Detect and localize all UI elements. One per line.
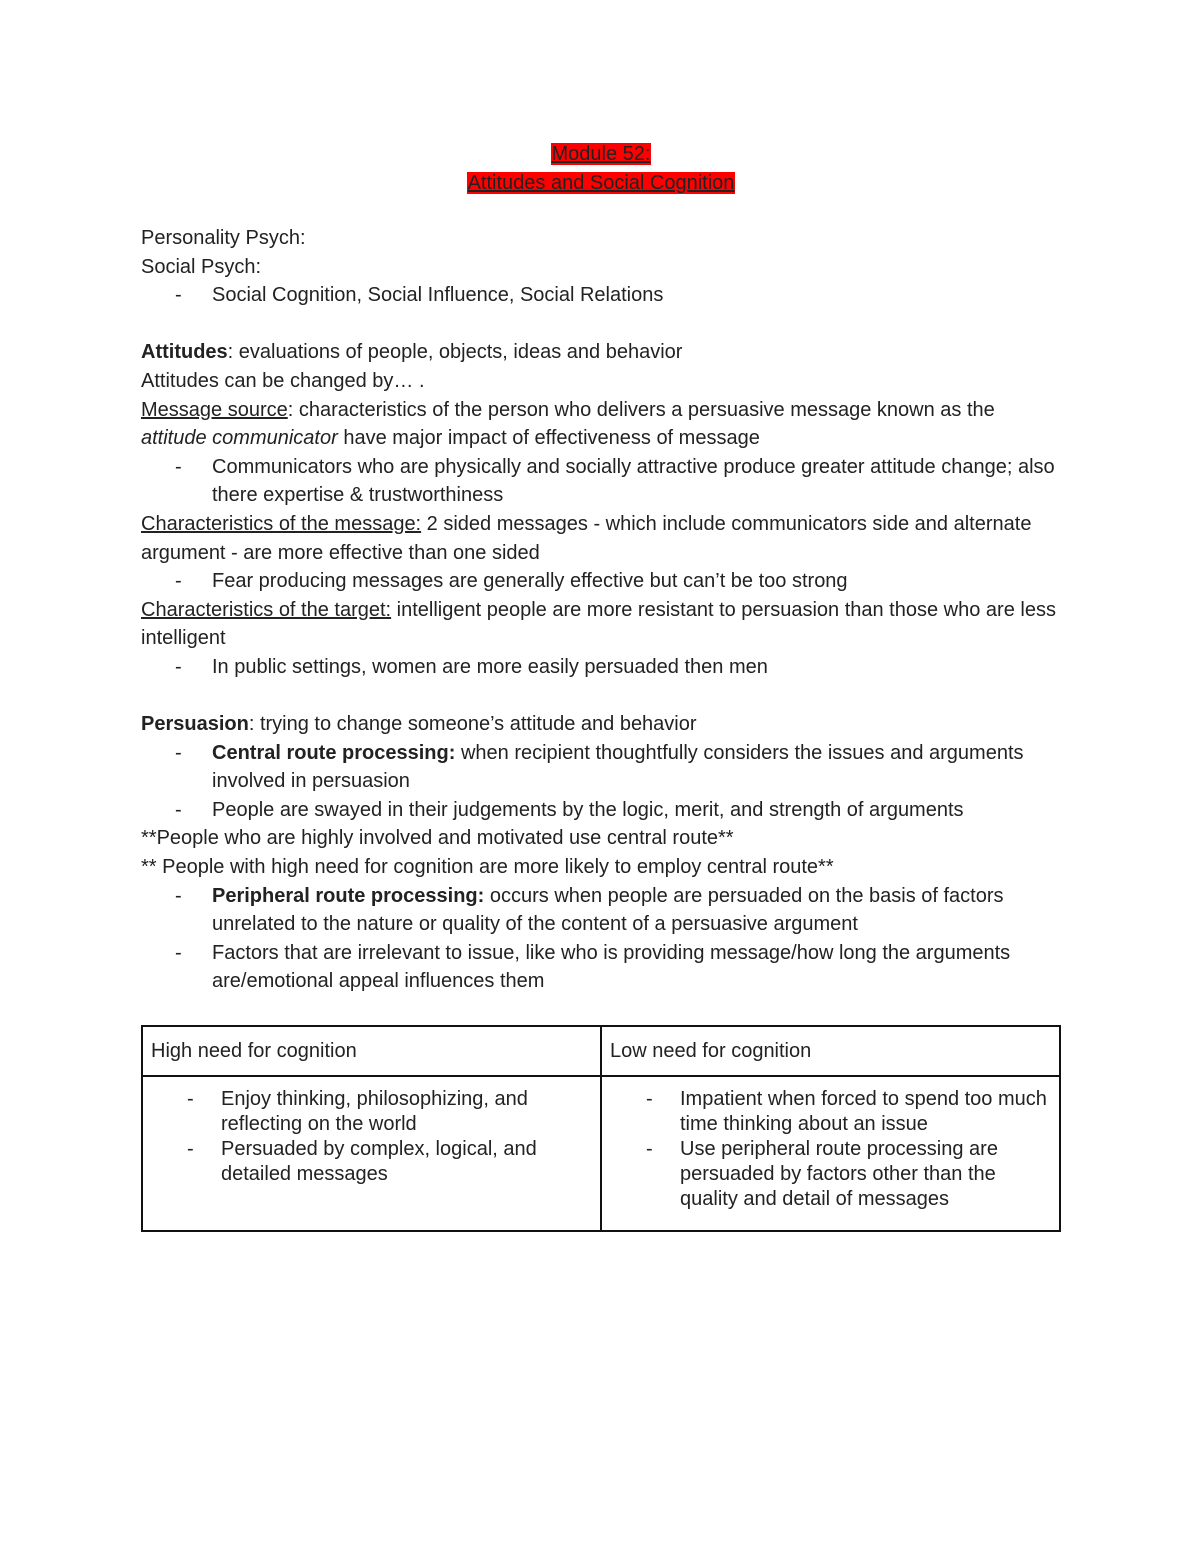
attitudes-changed-line: Attitudes can be changed by… . [141,369,425,392]
message-source-paragraph: Message source: characteristics of the person who delivers a persuasive message known as the attitude communicator have major impact of effectiveness of message [141,398,995,450]
list-item: - Persuaded by complex, logical, and detailed messages [187,1138,537,1185]
module-subtitle: Attitudes and Social Cognition [467,172,735,194]
table-row [142,1076,1060,1231]
module-title: Module 52: [551,143,651,165]
attitudes-definition: Attitudes: evaluations of people, objects, ideas and behavior [141,341,683,364]
list-item: - People are swayed in their judgements by the logic, merit, and strength of arguments [175,798,964,821]
note-line: **People who are highly involved and motivated use central route** [141,827,734,850]
social-psych-line: Social Psych: [141,255,262,278]
table-cell-low [601,1076,1060,1231]
list-item: - In public settings, women are more easily persuaded then men [175,655,768,678]
list-item: - Peripheral route processing: occurs when people are persuaded on the basis of factors unrelated to the nature or quality of the content of a persuasive argument [175,884,1004,936]
note-line: ** People with high need for cognition are more likely to employ central route** [141,856,834,879]
title-block [141,140,1061,198]
list-item: - Communicators who are physically and socially attractive produce greater attitude change; also there expertise & trustworthiness [175,455,1055,507]
table-row [142,1026,1060,1076]
list-item: - Factors that are irrelevant to issue, like who is providing message/how long the arguments are/emotional appeal influences them [175,941,1011,993]
list-item: - Impatient when forced to spend too much time thinking about an issue [646,1088,1047,1135]
list-item: - Enjoy thinking, philosophizing, and reflecting on the world [187,1088,528,1135]
list-item: - Social Cognition, Social Influence, Social Relations [175,284,664,307]
table-header-low: Low need for cognition [601,1026,1060,1076]
list-item: - Fear producing messages are generally effective but can’t be too strong [175,570,848,593]
message-characteristics-paragraph: Characteristics of the message: 2 sided messages - which include communicators side and alternate argument - are more effective than one sided [141,512,1032,564]
table-cell-high [142,1076,601,1231]
table-header-high: High need for cognition [142,1026,601,1076]
cognition-table [141,1025,1061,1232]
persuasion-definition: Persuasion: trying to change someone’s attitude and behavior [141,713,697,736]
personality-psych-line: Personality Psych: [141,227,306,249]
document-page [141,140,1061,996]
list-item: - Use peripheral route processing are persuaded by factors other than the quality and detail of messages [646,1138,998,1210]
list-item: - Central route processing: when recipient thoughtfully considers the issues and arguments involved in persuasion [175,741,1024,793]
target-characteristics-paragraph: Characteristics of the target: intelligent people are more resistant to persuasion than those who are less intelligent [141,598,1056,650]
